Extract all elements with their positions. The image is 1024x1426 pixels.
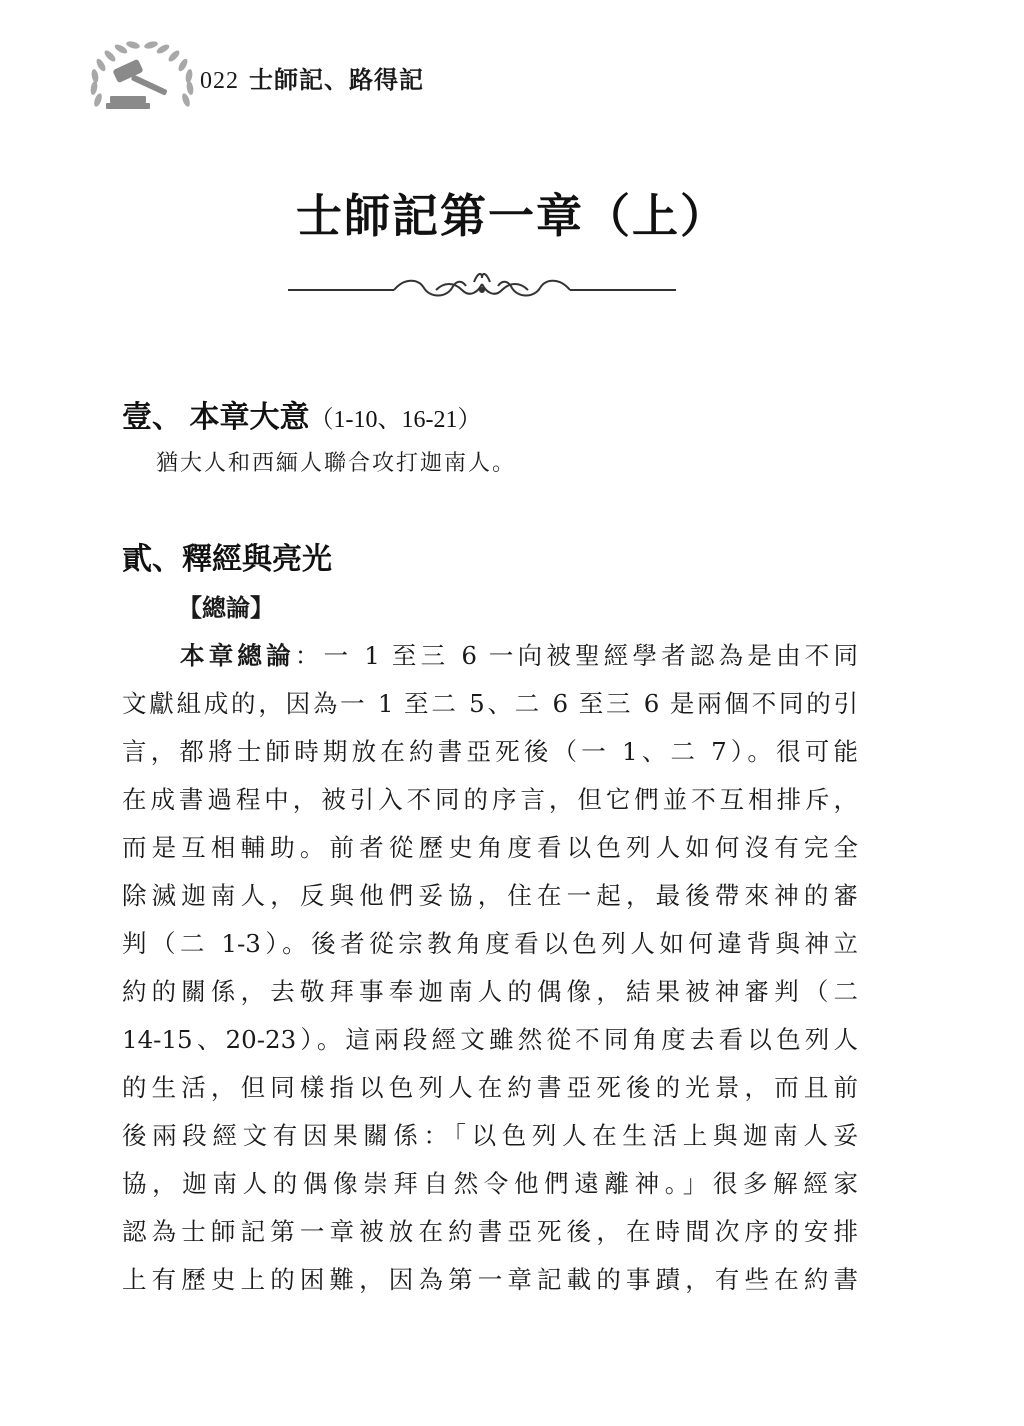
section-2-subheading: 【總論】 <box>178 594 274 622</box>
chapter-title: 士師記第一章（上） <box>296 191 728 242</box>
section-1-range: （1-10、16-21） <box>309 407 482 433</box>
paragraph-line: 約的關係，去敬拜事奉迦南人的偶像，結果被神審判（二 <box>122 977 858 1006</box>
paragraph-line: 上有歷史上的困難，因為第一章記載的事蹟，有些在約書 <box>122 1265 858 1294</box>
paragraph-line: 判（二 1-3）。後者從宗教角度看以色列人如何違背與神立 <box>122 929 858 958</box>
page-header <box>84 38 584 118</box>
paragraph-line: 協，迦南人的偶像崇拜自然令他們遠離神。」很多解經家 <box>122 1169 858 1198</box>
paragraph-line: 後兩段經文有因果關係：「以色列人在生活上與迦南人妥 <box>122 1121 858 1150</box>
section-2-heading: 貳、釋經與亮光 <box>122 543 332 576</box>
paragraph-line: 除滅迦南人，反與他們妥協，住在一起，最後帶來神的審 <box>122 881 858 910</box>
paragraph-line: 言，都將士師時期放在約書亞死後（一 1、二 7）。很可能 <box>122 737 858 766</box>
paragraph-line: 而是互相輔助。前者從歷史角度看以色列人如何沒有完全 <box>122 833 858 862</box>
paragraph-line: 認為士師記第一章被放在約書亞死後，在時間次序的安排 <box>122 1217 858 1246</box>
gavel-laurel-icon <box>84 38 200 118</box>
section-1-summary: 猶大人和西緬人聯合攻打迦南人。 <box>156 451 517 476</box>
paragraph-lead: 本章總論 <box>180 641 295 670</box>
running-head <box>200 60 424 95</box>
paragraph-line: 的生活，但同樣指以色列人在約書亞死後的光景，而且前 <box>122 1073 858 1102</box>
body-paragraph <box>122 632 858 1304</box>
page-number: 022 <box>200 68 239 94</box>
paragraph-line: 本章總論：一 1 至三 6 一向被聖經學者認為是由不同 <box>180 641 859 670</box>
paragraph-line: 在成書過程中，被引入不同的序言，但它們並不互相排斥， <box>122 785 858 814</box>
section-1-heading: 壹、 本章大意（1-10、16-21） <box>122 401 482 434</box>
paragraph-line: 14-15、20-23）。這兩段經文雖然從不同角度去看以色列人 <box>122 1025 858 1054</box>
ornament-divider-icon <box>286 268 678 310</box>
book-title: 士師記、路得記 <box>249 68 424 94</box>
paragraph-line: 文獻組成的，因為一 1 至二 5、二 6 至三 6 是兩個不同的引 <box>122 689 858 718</box>
